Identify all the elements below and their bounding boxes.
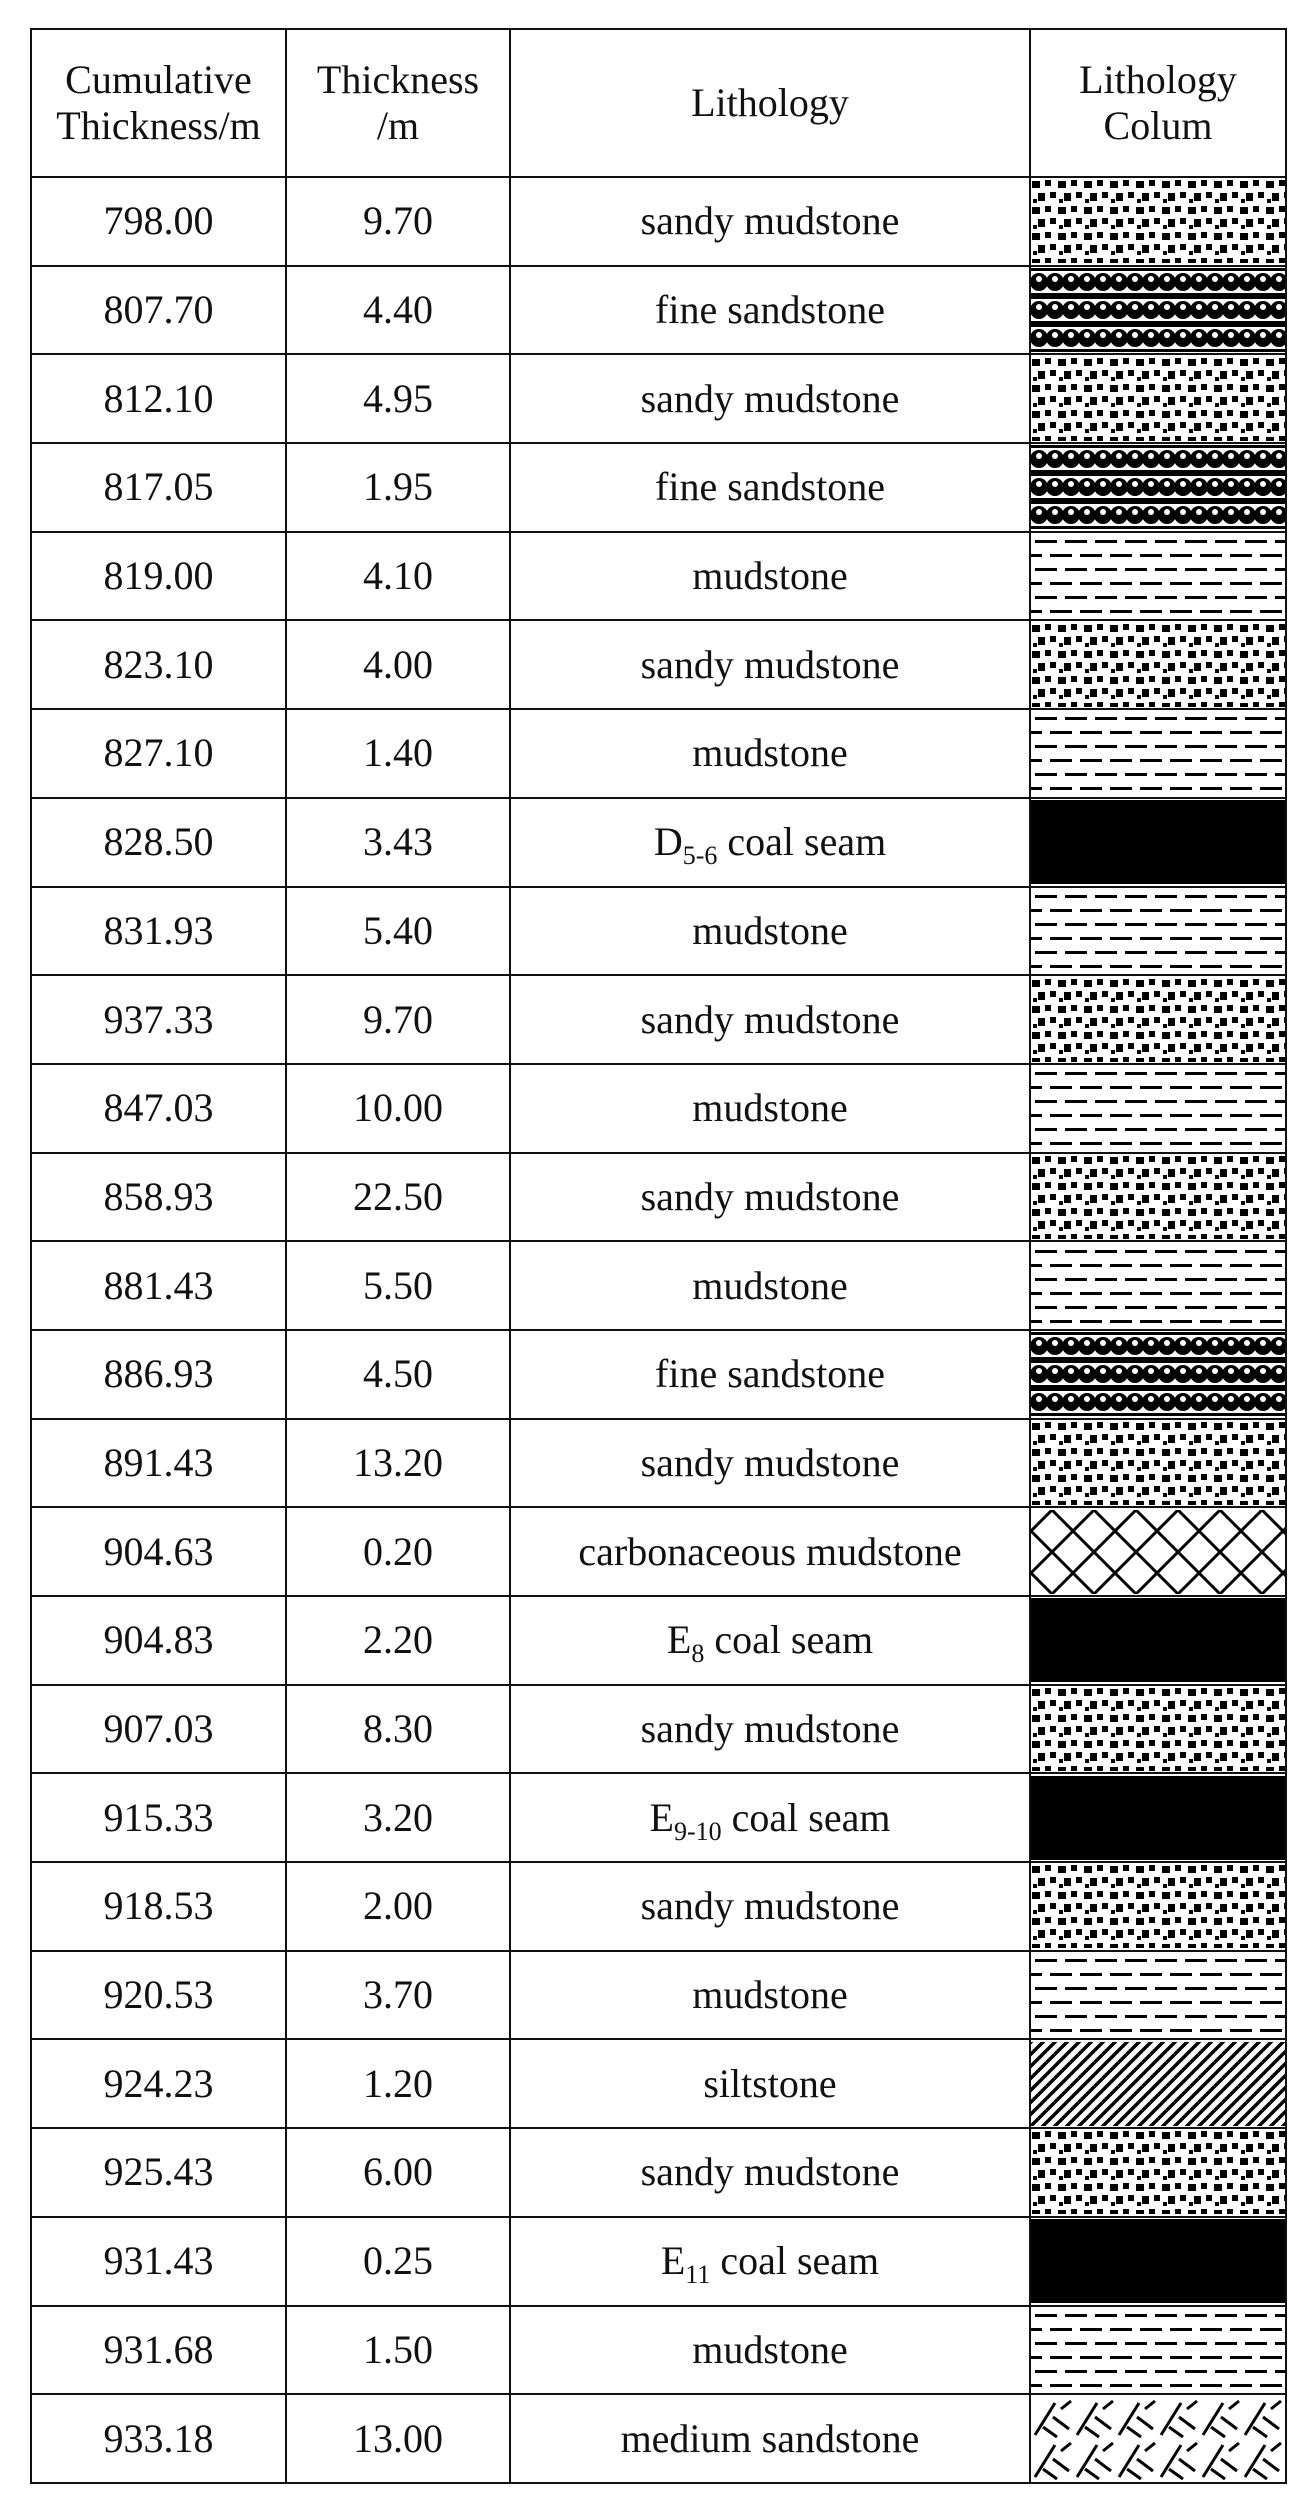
cell-thickness: 4.10 [286,532,510,621]
header-thickness-line2: /m [376,103,420,148]
cell-thickness: 9.70 [286,177,510,266]
cell-lithology-column [1030,1064,1286,1153]
table-row [31,1153,1286,1242]
lithology-name: mudstone [692,907,848,953]
mudstone-pattern-swatch [1031,1066,1285,1150]
cell-thickness: 5.40 [286,887,510,976]
cell-cumulative-thickness: 925.43 [31,2128,286,2217]
cell-thickness: 2.00 [286,1862,510,1951]
table-row [31,1507,1286,1596]
header-thickness-line1: Thickness [316,57,480,102]
cell-cumulative-thickness: 828.50 [31,798,286,887]
cell-thickness: 22.50 [286,1153,510,1242]
table-row [31,709,1286,798]
lithology-name: sandy mudstone [640,375,900,421]
seam-subscript: 9-10 [673,1816,722,1846]
cell-lithology-column [1030,1685,1286,1774]
cell-thickness: 1.95 [286,443,510,532]
cell-thickness: 10.00 [286,1064,510,1153]
cell-lithology-column [1030,1419,1286,1508]
cell-thickness: 0.25 [286,2217,510,2306]
sandy-mudstone-pattern-swatch [1031,1421,1285,1505]
cell-cumulative-thickness: 798.00 [31,177,286,266]
header-column-line2: Colum [1103,103,1213,148]
lithology-name: sandy mudstone [640,1173,900,1219]
cell-cumulative-thickness: 881.43 [31,1241,286,1330]
lithology-name: mudstone [692,1972,848,2018]
seam-suffix: coal seam [704,1617,874,1663]
lithology-name: medium sandstone [620,2415,920,2461]
table-row [31,2217,1286,2306]
cell-lithology-column [1030,1330,1286,1419]
cell-lithology-column [1030,709,1286,798]
table-row [31,975,1286,1064]
cell-thickness: 3.43 [286,798,510,887]
cell-thickness: 3.20 [286,1773,510,1862]
cell-cumulative-thickness: 920.53 [31,1951,286,2040]
cell-thickness: 5.50 [286,1241,510,1330]
cell-lithology [510,975,1030,1064]
sandy-mudstone-pattern-swatch [1031,179,1285,263]
cell-lithology [510,1773,1030,1862]
lithology-name: mudstone [692,553,848,599]
cell-lithology [510,620,1030,709]
table-row [31,1330,1286,1419]
coal-pattern-swatch [1031,800,1285,884]
cell-lithology-column [1030,975,1286,1064]
sandy-mudstone-pattern-swatch [1031,2130,1285,2214]
seam-subscript: 11 [685,2260,711,2290]
cell-thickness: 9.70 [286,975,510,1064]
mudstone-pattern-swatch [1031,711,1285,795]
cell-cumulative-thickness: 891.43 [31,1419,286,1508]
cell-lithology [510,1419,1030,1508]
table-row [31,354,1286,443]
header-lithology [510,29,1030,177]
cell-cumulative-thickness: 831.93 [31,887,286,976]
cell-cumulative-thickness: 931.68 [31,2306,286,2395]
table-row [31,1773,1286,1862]
lithology-name: fine sandstone [655,464,885,510]
lithology-name: E [660,2238,686,2284]
seam-subscript: 5-6 [682,841,718,871]
cell-lithology [510,2128,1030,2217]
table-row [31,1685,1286,1774]
cell-lithology-column [1030,354,1286,443]
cell-cumulative-thickness: 886.93 [31,1330,286,1419]
cell-lithology [510,2217,1030,2306]
carbonaceous-mudstone-pattern-swatch [1031,1510,1285,1594]
lithology-name: mudstone [692,1085,848,1131]
cell-lithology-column [1030,177,1286,266]
fine-sandstone-pattern-swatch [1031,445,1285,529]
cell-lithology [510,443,1030,532]
lithology-name: sandy mudstone [640,2149,900,2195]
table-row [31,532,1286,621]
cell-lithology [510,2039,1030,2128]
cell-lithology [510,2306,1030,2395]
cell-lithology-column [1030,2306,1286,2395]
cell-thickness: 0.20 [286,1507,510,1596]
cell-thickness: 2.20 [286,1596,510,1685]
lithology-name: sandy mudstone [640,996,900,1042]
table-row [31,1241,1286,1330]
cell-cumulative-thickness: 812.10 [31,354,286,443]
header-lithology-text: Lithology [691,80,849,125]
cell-lithology-column [1030,1862,1286,1951]
cell-thickness: 1.40 [286,709,510,798]
cell-thickness: 4.95 [286,354,510,443]
seam-suffix: coal seam [717,819,887,865]
cell-lithology-column [1030,2128,1286,2217]
cell-lithology-column [1030,1507,1286,1596]
cell-thickness: 1.50 [286,2306,510,2395]
table-row [31,177,1286,266]
header-lithology-column [1030,29,1286,177]
cell-cumulative-thickness: 827.10 [31,709,286,798]
cell-lithology [510,1685,1030,1774]
cell-lithology [510,266,1030,355]
cell-thickness: 1.20 [286,2039,510,2128]
lithology-name: mudstone [692,2326,848,2372]
seam-suffix: coal seam [721,1794,891,1840]
mudstone-pattern-swatch [1031,1244,1285,1328]
cell-thickness: 4.00 [286,620,510,709]
table-row [31,887,1286,976]
cell-cumulative-thickness: 933.18 [31,2394,286,2483]
cell-lithology-column [1030,2217,1286,2306]
header-column-line1: Lithology [1079,57,1237,102]
cell-lithology [510,354,1030,443]
mudstone-pattern-swatch [1031,889,1285,973]
cell-lithology [510,532,1030,621]
mudstone-pattern-swatch [1031,534,1285,618]
table-row [31,2394,1286,2483]
cell-lithology [510,1241,1030,1330]
table-row [31,2128,1286,2217]
cell-lithology-column [1030,443,1286,532]
medium-sandstone-pattern-swatch [1031,2397,1285,2481]
sandy-mudstone-pattern-swatch [1031,357,1285,441]
cell-lithology-column [1030,1241,1286,1330]
cell-lithology-column [1030,1153,1286,1242]
table-body [31,177,1286,2483]
table-row [31,1862,1286,1951]
cell-lithology [510,1862,1030,1951]
table-row [31,1596,1286,1685]
lithology-name: E [649,1794,674,1840]
cell-cumulative-thickness: 907.03 [31,1685,286,1774]
table-row [31,1064,1286,1153]
cell-lithology [510,1596,1030,1685]
table-row [31,620,1286,709]
table-row [31,2306,1286,2395]
lithology-name: mudstone [692,730,848,776]
cell-cumulative-thickness: 858.93 [31,1153,286,1242]
cell-lithology [510,1064,1030,1153]
lithology-name: sandy mudstone [640,1706,900,1752]
cell-thickness: 3.70 [286,1951,510,2040]
mudstone-pattern-swatch [1031,1953,1285,2037]
cell-cumulative-thickness: 931.43 [31,2217,286,2306]
table-row [31,798,1286,887]
header-cumulative-line2: Thickness/m [56,103,261,148]
cell-thickness: 4.50 [286,1330,510,1419]
cell-cumulative-thickness: 924.23 [31,2039,286,2128]
lithology-name: sandy mudstone [640,1883,900,1929]
seam-suffix: coal seam [710,2238,880,2284]
header-cumulative-line1: Cumulative [65,57,252,102]
cell-thickness: 6.00 [286,2128,510,2217]
table-row [31,443,1286,532]
cell-thickness: 13.00 [286,2394,510,2483]
cell-thickness: 8.30 [286,1685,510,1774]
cell-lithology-column [1030,1773,1286,1862]
cell-cumulative-thickness: 817.05 [31,443,286,532]
header-thickness [286,29,510,177]
cell-cumulative-thickness: 807.70 [31,266,286,355]
table-row [31,1951,1286,2040]
cell-lithology [510,887,1030,976]
sandy-mudstone-pattern-swatch [1031,1687,1285,1771]
coal-pattern-swatch [1031,2219,1285,2303]
cell-lithology-column [1030,620,1286,709]
cell-lithology [510,1153,1030,1242]
lithology-name: sandy mudstone [640,198,900,244]
siltstone-pattern-swatch [1031,2042,1285,2126]
cell-cumulative-thickness: 918.53 [31,1862,286,1951]
cell-thickness: 13.20 [286,1419,510,1508]
sandy-mudstone-pattern-swatch [1031,1155,1285,1239]
cell-lithology [510,1330,1030,1419]
cell-lithology-column [1030,798,1286,887]
cell-lithology-column [1030,2039,1286,2128]
cell-cumulative-thickness: 847.03 [31,1064,286,1153]
lithology-table [30,28,1287,2484]
lithology-name: sandy mudstone [640,1439,900,1485]
lithology-table-sheet [30,28,1285,2483]
coal-pattern-swatch [1031,1776,1285,1860]
cell-lithology [510,2394,1030,2483]
cell-lithology-column [1030,1596,1286,1685]
lithology-name: siltstone [703,2060,837,2106]
cell-lithology [510,709,1030,798]
cell-cumulative-thickness: 823.10 [31,620,286,709]
cell-lithology [510,177,1030,266]
lithology-name: E [666,1617,692,1663]
cell-lithology [510,798,1030,887]
sandy-mudstone-pattern-swatch [1031,978,1285,1062]
table-row [31,266,1286,355]
cell-cumulative-thickness: 904.83 [31,1596,286,1685]
cell-cumulative-thickness: 915.33 [31,1773,286,1862]
cell-lithology [510,1507,1030,1596]
header-row [31,29,1286,177]
lithology-name: fine sandstone [655,1351,885,1397]
lithology-name: carbonaceous mudstone [578,1528,962,1574]
cell-cumulative-thickness: 819.00 [31,532,286,621]
fine-sandstone-pattern-swatch [1031,1332,1285,1416]
table-row [31,1419,1286,1508]
header-cumulative-thickness [31,29,286,177]
seam-subscript: 8 [691,1639,705,1669]
table-row [31,2039,1286,2128]
lithology-name: fine sandstone [655,287,885,333]
lithology-name: mudstone [692,1262,848,1308]
mudstone-pattern-swatch [1031,2308,1285,2392]
cell-lithology-column [1030,2394,1286,2483]
lithology-name: D [653,819,683,865]
cell-lithology-column [1030,1951,1286,2040]
sandy-mudstone-pattern-swatch [1031,1864,1285,1948]
cell-cumulative-thickness: 904.63 [31,1507,286,1596]
lithology-name: sandy mudstone [640,641,900,687]
sandy-mudstone-pattern-swatch [1031,623,1285,707]
cell-lithology [510,1951,1030,2040]
cell-cumulative-thickness: 937.33 [31,975,286,1064]
cell-lithology-column [1030,887,1286,976]
cell-lithology-column [1030,532,1286,621]
coal-pattern-swatch [1031,1598,1285,1682]
cell-lithology-column [1030,266,1286,355]
cell-thickness: 4.40 [286,266,510,355]
fine-sandstone-pattern-swatch [1031,268,1285,352]
